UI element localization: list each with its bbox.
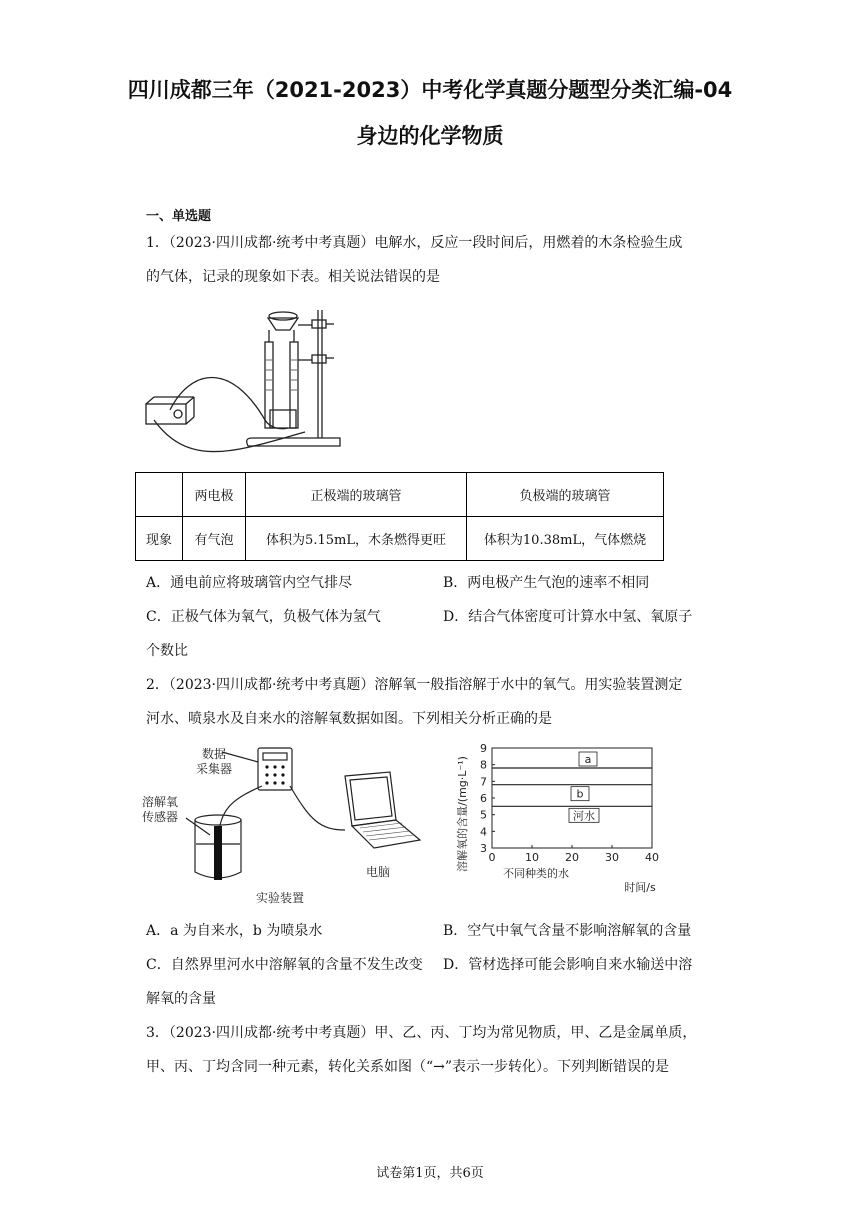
q2-option-d: D．管材选择可能会影响自来水输送中溶 (443, 957, 693, 973)
y-tick-label: 4 (480, 825, 487, 839)
series-label: 河水 (573, 809, 595, 823)
q1-observation-table (135, 472, 664, 561)
q2-stem-line1: 2．（2023·四川成都·统考中考真题）溶解氧一般指溶解于水中的氧气。用实验装置测定 (146, 677, 683, 693)
q2-option-a: A．a 为自来水，b 为喷泉水 (146, 923, 323, 939)
x-tick-label: 10 (525, 851, 539, 864)
q2-option-c: C．自然界里河水中溶解氧的含量不发生改变 (146, 957, 423, 973)
sensor-label-line1: 溶解氧 (142, 795, 179, 809)
section-heading: 一、单选题 (146, 209, 212, 224)
series-label: b (576, 787, 584, 801)
y-tick-label: 8 (480, 758, 487, 772)
x-tick-label: 40 (645, 851, 659, 864)
doc-title-line2: 身边的化学物质 (356, 124, 504, 148)
q1-option-b: B．两电极产生气泡的速率不相同 (443, 575, 650, 591)
table-row (136, 517, 664, 561)
table-cell: 负极端的玻璃管 (467, 473, 664, 517)
dissolved-oxygen-apparatus-figure (140, 740, 430, 910)
doc-title-line1: 四川成都三年（2021-2023）中考化学真题分题型分类汇编-04 (127, 78, 733, 102)
table-cell: 两电极 (183, 473, 246, 517)
q1-option-c: C．正极气体为氧气，负极气体为氢气 (146, 609, 381, 625)
x-tick-label: 30 (605, 851, 619, 864)
table-cell: 现象 (136, 517, 183, 561)
y-tick-label: 3 (480, 842, 487, 855)
table-cell (136, 473, 183, 517)
y-tick-label: 7 (480, 775, 487, 789)
q1-option-d-continued: 个数比 (146, 643, 188, 659)
q1-stem-line1: 1．（2023·四川成都·统考中考真题）电解水，反应一段时间后，用燃着的木条检验生成 (146, 235, 683, 251)
table-cell: 体积为5.15mL，木条燃得更旺 (246, 517, 467, 561)
x-axis-caption: 不同种类的水 (503, 867, 569, 880)
collector-label-line2: 采集器 (196, 762, 233, 776)
table-row (136, 473, 664, 517)
y-axis-label: 溶解氧的含量/(mg·L⁻¹) (456, 756, 469, 872)
q1-option-a: A．通电前应将玻璃管内空气排尽 (146, 575, 353, 591)
q3-stem-line2: 甲、丙、丁均含同一种元素，转化关系如图（“→”表示一步转化）。下列判断错误的是 (146, 1059, 670, 1075)
dissolved-oxygen-chart (440, 736, 680, 896)
sensor-label-line2: 传感器 (142, 810, 179, 824)
computer-label: 电脑 (366, 865, 391, 879)
q2-option-b: B．空气中氧气含量不影响溶解氧的含量 (443, 923, 692, 939)
q2-stem-line2: 河水、喷泉水及自来水的溶解氧数据如图。下列相关分析正确的是 (146, 711, 552, 727)
page-footer: 试卷第1页，共6页 (376, 1166, 484, 1181)
y-tick-label: 9 (480, 742, 487, 755)
electrolysis-apparatus-figure (140, 300, 380, 465)
table-cell: 有气泡 (183, 517, 246, 561)
x-tick-label: 20 (565, 851, 579, 864)
table-cell: 正极端的玻璃管 (246, 473, 467, 517)
x-tick-label: 0 (488, 851, 496, 864)
apparatus-caption: 实验装置 (256, 891, 305, 905)
y-tick-label: 5 (480, 808, 487, 822)
y-tick-label: 6 (480, 792, 487, 805)
q1-option-d: D．结合气体密度可计算水中氢、氧原子 (443, 609, 693, 625)
q3-stem-line1: 3．（2023·四川成都·统考中考真题）甲、乙、丙、丁均为常见物质，甲、乙是金属单质， (146, 1025, 697, 1041)
series-label: a (584, 753, 592, 766)
q1-stem-line2: 的气体，记录的现象如下表。相关说法错误的是 (146, 269, 440, 285)
x-axis-label: 时间/s (624, 881, 656, 894)
q2-option-d-continued: 解氧的含量 (146, 991, 216, 1007)
collector-label-line1: 数据 (202, 747, 227, 761)
table-cell: 体积为10.38mL，气体燃烧 (467, 517, 664, 561)
